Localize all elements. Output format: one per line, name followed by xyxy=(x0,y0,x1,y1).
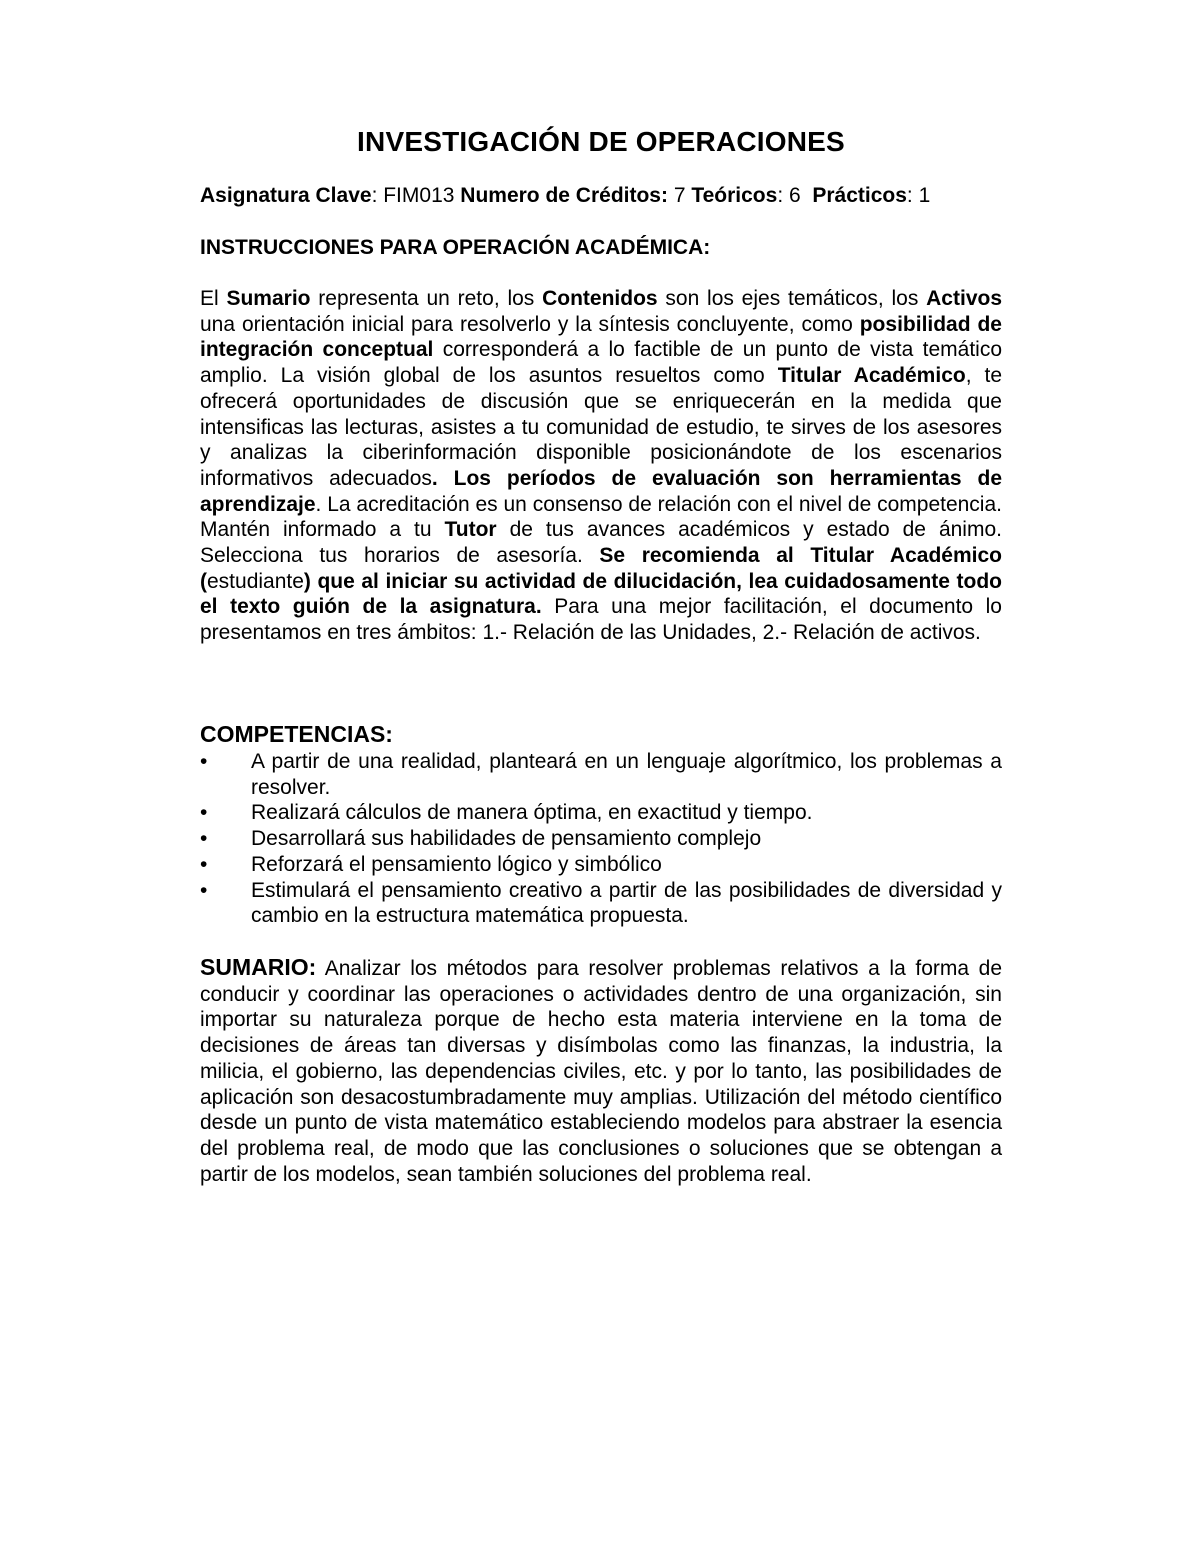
bullet-icon: • xyxy=(200,852,208,876)
competencia-item xyxy=(200,878,1002,929)
competencia-item xyxy=(200,852,1002,878)
instructions-text-segment: . La acreditación es un consenso de relación con el nivel de competencia. Mantén informado a tu xyxy=(200,492,1002,542)
competencia-text: A partir de una realidad, planteará en un lenguaje algorítmico, los problemas a resolver. xyxy=(251,750,1002,799)
competencia-item xyxy=(200,800,1002,826)
sumario-paragraph xyxy=(200,955,1002,1187)
instructions-text-segment: son los ejes temáticos, los xyxy=(657,287,927,310)
creditos-value: 7 xyxy=(667,184,692,207)
course-meta-line xyxy=(200,183,1002,209)
instructions-bold-segment: posibilidad de integración conceptual xyxy=(200,312,1002,362)
clave-value: FIM013 xyxy=(383,184,455,207)
instructions-bold-segment: Tutor xyxy=(444,518,497,542)
instructions-bold-segment: Activos xyxy=(926,287,1002,310)
clave-separator: : xyxy=(371,184,384,207)
instructions-text-segment: , te ofrecerá oportunidades de discusión que se enriquecerán en la medida que intensificas las lecturas, asistes a tu comunidad de estudio, te sirves de los asesores y analizas la ciberinformación disponible posicionándote de los escenarios informativos adecuados xyxy=(200,364,1003,490)
instructions-bold-segment: Titular Académico xyxy=(777,364,966,388)
document-title: INVESTIGACIÓN DE OPERACIONES xyxy=(357,126,845,157)
clave-label: Asignatura Clave xyxy=(200,184,372,207)
competencia-text: Realizará cálculos de manera óptima, en exactitud y tiempo. xyxy=(251,801,813,825)
practicos-value: : 1 xyxy=(906,184,931,207)
bullet-icon: • xyxy=(200,878,208,902)
bullet-icon: • xyxy=(200,801,208,825)
bullet-icon: • xyxy=(200,827,208,851)
sumario-text: Analizar los métodos para resolver problemas relativos a la forma de conducir y coordinar las operaciones o actividades dentro de una organización, sin importar su naturaleza porque de hecho esta materia interviene en la toma de decisiones de áreas tan diversas y disímbolas como las finanzas, la industria, la milicia, el gobierno, las dependencias civiles, etc. y por lo tanto, las posibilidades de aplicación son desacostumbradamente muy amplias. Utilización del método científico desde un punto de vista matemático estableciendo modelos para abstraer la esencia del problema real, de modo que las conclusiones o soluciones que se obtengan a partir de los modelos, sean también soluciones del problema real. xyxy=(200,957,1002,1186)
creditos-label: Numero de Créditos: xyxy=(460,184,668,207)
practicos-label: Prácticos xyxy=(812,184,907,207)
bullet-icon: • xyxy=(200,750,208,773)
instructions-bold-segment: Sumario xyxy=(226,287,311,310)
instructions-text-segment: El xyxy=(200,287,227,310)
competencia-text: Estimulará el pensamiento creativo a partir de las posibilidades de diversidad y cambio en la estructura matemática propuesta. xyxy=(251,878,1002,928)
competencia-text: Reforzará el pensamiento lógico y simbólico xyxy=(251,852,662,876)
competencias-list xyxy=(200,749,1002,929)
teoricos-label: Teóricos xyxy=(691,184,778,207)
instructions-bold-segment: Se recomienda al Titular Académico ( xyxy=(200,544,1002,593)
instructions-text-segment: estudiante xyxy=(207,569,304,593)
competencia-item xyxy=(200,749,1002,800)
instructions-text-segment: una orientación inicial para resolverlo y la síntesis concluyente, como xyxy=(200,312,860,336)
competencia-text: Desarrollará sus habilidades de pensamiento complejo xyxy=(251,827,762,851)
sumario-label: SUMARIO: xyxy=(200,954,317,980)
instructions-bold-segment: . Los períodos de evaluación son herramientas de aprendizaje xyxy=(200,466,1002,516)
competencias-heading: COMPETENCIAS: xyxy=(200,721,393,747)
instructions-text-segment: Para una mejor facilitación, el documento lo presentamos en tres ámbitos: 1.- Relación de las Unidades, 2.- Relación de activos. xyxy=(200,595,1002,645)
competencia-item xyxy=(200,826,1002,852)
instructions-text-segment: de tus avances académicos y estado de ánimo. Selecciona tus horarios de asesoría. xyxy=(200,518,1002,568)
instructions-text-segment: representa un reto, los xyxy=(310,287,543,310)
instructions-paragraph xyxy=(200,286,1002,646)
teoricos-value: : 6 xyxy=(777,184,813,207)
instructions-bold-segment: ) que al iniciar su actividad de dilucidación, lea cuidadosamente todo el texto guión de la asignatura. xyxy=(200,569,1002,619)
instructions-bold-segment: Contenidos xyxy=(542,287,658,310)
instructions-heading: INSTRUCCIONES PARA OPERACIÓN ACADÉMICA: xyxy=(200,236,711,259)
instructions-text-segment: corresponderá a lo factible de un punto de vista temático amplio. La visión global de los asuntos resueltos como xyxy=(200,338,1002,388)
